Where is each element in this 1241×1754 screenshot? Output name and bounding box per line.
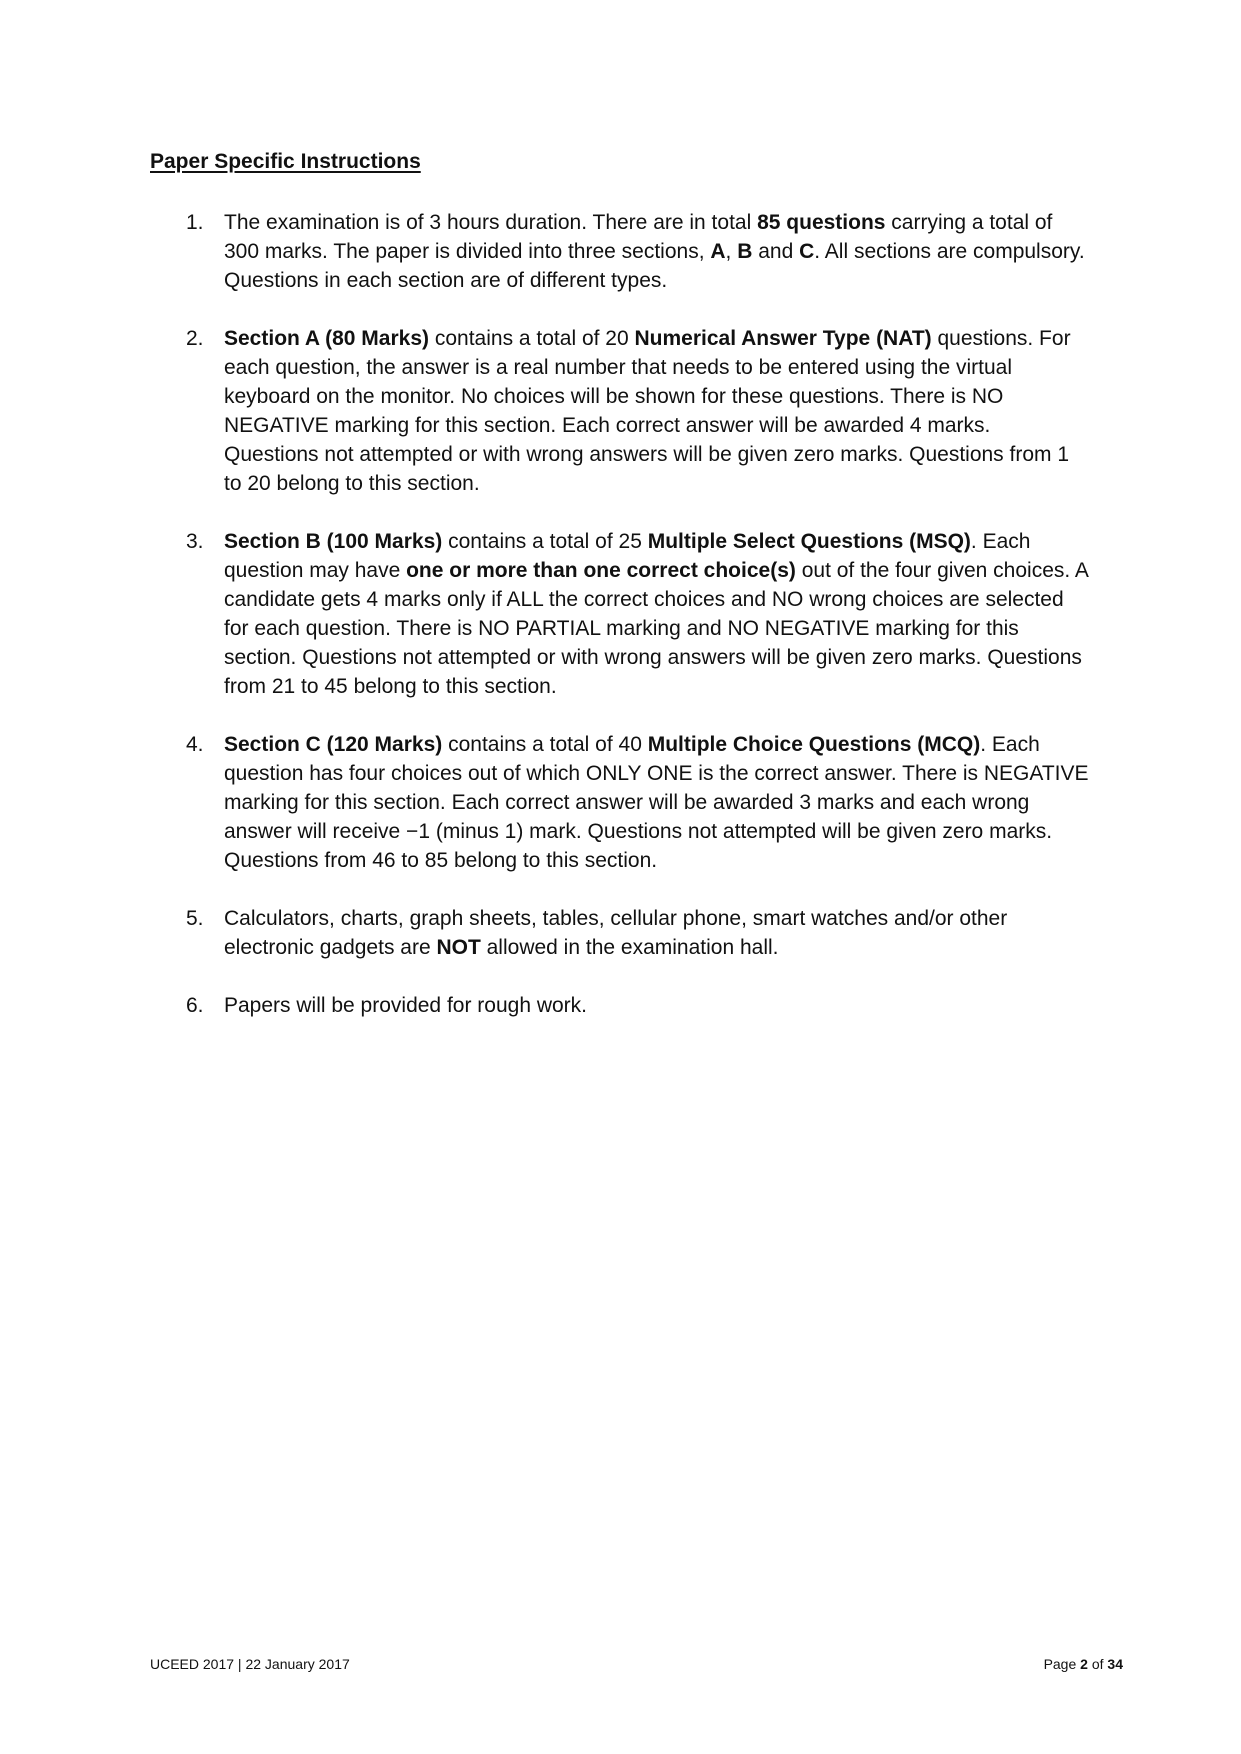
page-prefix: Page: [1043, 1656, 1081, 1672]
instruction-text-run: out of the four given choices. A candidate gets 4 marks only if ALL the correct choices and NO wrong choices are selected for each question. There is NO PARTIAL marking and NO NEGATIVE marking for this section. Questions not attempted or with wrong answers will be given zero marks. Questions from 21 to 45 belong to this section.: [224, 559, 1088, 698]
instruction-text-run: allowed in the examination hall.: [480, 936, 779, 959]
instruction-text-bold: 85 questions: [757, 211, 886, 234]
instruction-number: 1.: [186, 211, 204, 234]
instruction-number: 2.: [186, 327, 204, 350]
instruction-item: [150, 904, 1090, 962]
instruction-item: [150, 527, 1090, 701]
instruction-text-run: carrying a total of 300 marks. The paper is divided into three sections,: [224, 211, 1053, 263]
instruction-text-bold: Section C (120 Marks): [224, 733, 443, 756]
instruction-text-run: and: [752, 240, 800, 263]
instruction-text-run: . Each question may have: [224, 530, 1031, 582]
instructions-list: [150, 208, 1090, 1049]
footer-page-number: [1044, 1656, 1123, 1672]
instruction-text-run: . All sections are compulsory. Questions in each section are of different types.: [224, 240, 1085, 292]
instruction-text-run: The examination is of 3 hours duration. There are in total: [224, 211, 758, 234]
instruction-number: 5.: [186, 907, 204, 930]
page-total: 34: [1107, 1656, 1123, 1672]
instruction-text-run: contains a total of 25: [442, 530, 648, 553]
instruction-text-bold: Section B (100 Marks): [224, 530, 443, 553]
instruction-text-run: . Each question has four choices out of which ONLY ONE is the correct answer. There is NEGATIVE marking for this section. Each correct answer will be awarded 3 marks and each wrong answer will receive −1 (minus 1) mark. Questions not attempted will be given zero marks. Questions from 46 to 85 belong to this section.: [224, 733, 1089, 872]
instruction-text: [224, 211, 1085, 292]
instruction-text-bold: Section A (80 Marks): [224, 327, 430, 350]
instruction-text-run: contains a total of 40: [442, 733, 648, 756]
instruction-number: 3.: [186, 530, 204, 553]
instruction-text-bold: one or more than one correct choice(s): [406, 559, 796, 582]
instruction-text: [224, 530, 1088, 698]
instruction-text-run: Papers will be provided for rough work.: [224, 994, 588, 1017]
instruction-text-bold: Numerical Answer Type (NAT): [634, 327, 932, 350]
instruction-text-run: questions. For each question, the answer is a real number that needs to be entered using the virtual keyboard on the monitor. No choices will be shown for these questions. There is NO NEGATIVE marking for this section. Each correct answer will be awarded 4 marks. Questions not attempted or with wrong answers will be given zero marks. Questions from 1 to 20 belong to this section.: [224, 327, 1071, 495]
instruction-number: 4.: [186, 733, 204, 756]
instruction-text: [224, 733, 1089, 872]
instruction-item: [150, 991, 1090, 1020]
instruction-text-run: contains a total of 20: [429, 327, 635, 350]
instruction-text-bold: NOT: [436, 936, 481, 959]
instruction-item: [150, 324, 1090, 498]
instruction-number: 6.: [186, 994, 204, 1017]
page-mid: of: [1087, 1656, 1108, 1672]
footer-exam-date: UCEED 2017 | 22 January 2017: [150, 1656, 350, 1672]
instruction-text: [224, 994, 587, 1017]
instruction-text-bold: B: [737, 240, 753, 263]
instruction-text-bold: A: [710, 240, 726, 263]
instruction-text-bold: C: [799, 240, 815, 263]
page-heading: Paper Specific Instructions: [150, 150, 421, 173]
instruction-text-bold: Multiple Select Questions (MSQ): [647, 530, 971, 553]
instruction-text: [224, 327, 1071, 495]
instruction-text: [224, 907, 1007, 959]
page-current: 2: [1080, 1656, 1088, 1672]
instruction-text-run: Calculators, charts, graph sheets, tables, cellular phone, smart watches and/or other electronic gadgets are: [224, 907, 1008, 959]
instruction-text-bold: Multiple Choice Questions (MCQ): [647, 733, 981, 756]
instruction-item: [150, 730, 1090, 875]
instruction-text-run: ,: [725, 240, 738, 263]
instruction-item: [150, 208, 1090, 295]
